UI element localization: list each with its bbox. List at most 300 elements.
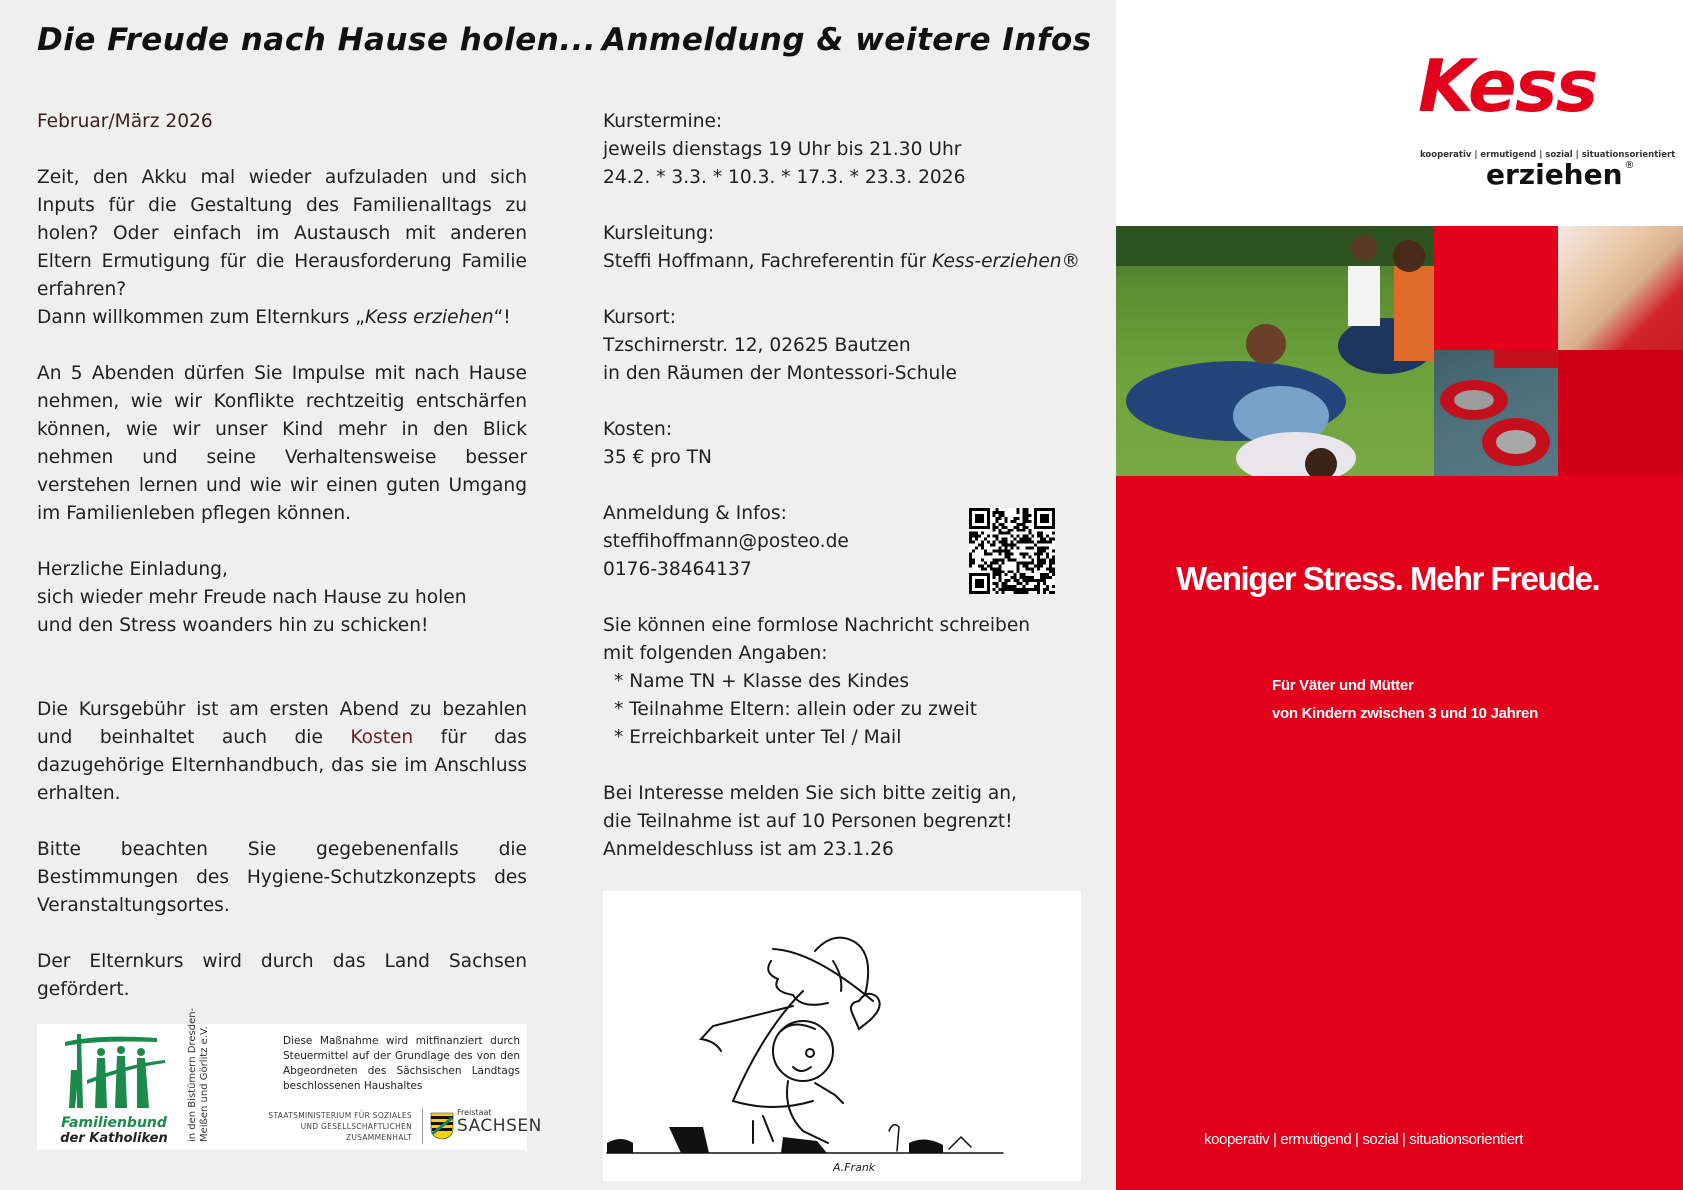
qr-module <box>972 535 975 538</box>
kess-logo <box>1116 0 1683 226</box>
org-region-line-2: Meißen und Görlitz e.V. <box>199 1026 210 1142</box>
qr-module <box>1002 582 1005 585</box>
funding-paragraph: Der Elternkurs wird durch das Land Sachsen gefördert. <box>37 951 527 1000</box>
qr-module <box>1025 591 1028 594</box>
qr-module <box>969 535 972 538</box>
dates-list: 24.2. * 3.3. * 10.3. * 17.3. * 23.3. 2026 <box>603 167 966 188</box>
qr-module <box>972 558 975 561</box>
qr-module <box>1008 555 1011 558</box>
qr-module <box>993 514 996 517</box>
qr-module <box>1052 570 1055 573</box>
qr-module <box>1028 538 1031 541</box>
qr-module <box>969 552 972 555</box>
funding-note: Diese Maßnahme wird mitfinanziert durch Steuermittel auf der Grundlage des von den Abgeordneten des Sächsischen Landtags beschlossenen Haushaltes <box>283 1035 520 1092</box>
qr-module <box>1031 535 1034 538</box>
qr-module <box>1022 573 1025 576</box>
qr-module <box>1016 523 1019 526</box>
child-photo <box>1558 226 1683 350</box>
qr-module <box>984 538 987 541</box>
qr-module <box>999 547 1002 550</box>
qr-module <box>1016 547 1019 550</box>
qr-module <box>987 552 990 555</box>
qr-module <box>1005 526 1008 529</box>
qr-module <box>993 558 996 561</box>
qr-module <box>999 567 1002 570</box>
lead-label: Kursleitung: <box>603 223 715 244</box>
qr-module <box>1046 555 1049 558</box>
right-panel <box>1116 0 1683 1190</box>
qr-module <box>1028 532 1031 535</box>
qr-module <box>1028 520 1031 523</box>
qr-module <box>1031 561 1034 564</box>
logo-sub <box>1486 158 1635 191</box>
ministry-line-3: ZUSAMMENHALT <box>345 1133 412 1142</box>
qr-module <box>1013 544 1016 547</box>
closing-line-1: Bei Interesse melden Sie sich bitte zeitig an, <box>603 783 1017 804</box>
qr-module <box>996 511 999 514</box>
qr-module <box>1040 541 1043 544</box>
qr-module <box>1013 573 1016 576</box>
qr-module <box>996 591 999 594</box>
qr-module <box>984 561 987 564</box>
illustration-signature: A.Frank <box>833 1161 876 1174</box>
qr-module <box>1049 538 1052 541</box>
qr-module <box>981 541 984 544</box>
qr-module <box>1049 591 1052 594</box>
qr-module <box>981 567 984 570</box>
qr-module <box>1046 547 1049 550</box>
qr-module <box>1025 526 1028 529</box>
qr-module <box>996 558 999 561</box>
qr-module <box>993 535 996 538</box>
qr-module <box>1040 579 1043 582</box>
qr-module <box>1025 564 1028 567</box>
qr-module <box>996 582 999 585</box>
qr-module <box>1016 529 1019 532</box>
qr-module <box>1019 561 1022 564</box>
qr-module <box>996 517 999 520</box>
middle-panel <box>565 0 1115 1190</box>
photo-collage <box>1116 226 1683 476</box>
qr-module <box>1011 529 1014 532</box>
message-intro-2: mit folgenden Angaben: <box>603 643 828 664</box>
qr-module <box>1013 576 1016 579</box>
qr-module <box>1037 558 1040 561</box>
qr-module <box>1025 552 1028 555</box>
qr-module <box>1037 535 1040 538</box>
contact-email[interactable]: steffihoffmann@posteo.de <box>603 531 849 552</box>
qr-module <box>1046 588 1049 591</box>
qr-module <box>1037 550 1040 553</box>
qr-module <box>1013 538 1016 541</box>
qr-module <box>1005 550 1008 553</box>
qr-module <box>1019 588 1022 591</box>
qr-module <box>1002 532 1005 535</box>
qr-module <box>993 541 996 544</box>
logo-sub-text: erziehen <box>1486 158 1623 191</box>
qr-module <box>1046 573 1049 576</box>
qr-module <box>1043 538 1046 541</box>
qr-module <box>969 564 972 567</box>
qr-module <box>1002 544 1005 547</box>
qr-module <box>1049 570 1052 573</box>
qr-module <box>984 567 987 570</box>
qr-module <box>990 561 993 564</box>
qr-module <box>972 561 975 564</box>
qr-module <box>1025 511 1028 514</box>
qr-module <box>996 535 999 538</box>
qr-module <box>993 576 996 579</box>
invite-suffix: “! <box>493 307 511 328</box>
qr-module <box>999 573 1002 576</box>
qr-module <box>1005 588 1008 591</box>
qr-module <box>1011 576 1014 579</box>
qr-module <box>1019 541 1022 544</box>
qr-module <box>984 552 987 555</box>
qr-module <box>1025 547 1028 550</box>
qr-module <box>1040 550 1043 553</box>
qr-module <box>1016 508 1019 511</box>
cost-label: Kosten: <box>603 419 673 440</box>
state-label-big: SACHSEN <box>457 1116 542 1136</box>
qr-module <box>999 514 1002 517</box>
qr-module <box>978 544 981 547</box>
qr-module <box>972 532 975 535</box>
qr-module <box>1037 552 1040 555</box>
qr-module <box>1052 555 1055 558</box>
qr-module <box>969 538 972 541</box>
qr-module <box>996 585 999 588</box>
qr-module <box>1002 511 1005 514</box>
qr-module <box>969 558 972 561</box>
qr-module <box>1025 582 1028 585</box>
audience <box>1272 672 1538 728</box>
qr-module <box>975 514 984 523</box>
invite-prefix: Dann willkommen zum Elternkurs „ <box>37 307 365 328</box>
qr-module <box>1031 579 1034 582</box>
qr-module <box>1022 508 1025 511</box>
qr-module <box>1022 585 1025 588</box>
lead-name <box>603 248 1103 276</box>
qr-module <box>1022 591 1025 594</box>
qr-module <box>1034 552 1037 555</box>
qr-module <box>1025 514 1028 517</box>
qr-module <box>1043 582 1046 585</box>
qr-module <box>1005 541 1008 544</box>
contact-phone[interactable]: 0176-38464137 <box>603 559 752 580</box>
invitation-line-2: sich wieder mehr Freude nach Hause zu holen <box>37 587 467 608</box>
qr-module <box>1022 541 1025 544</box>
org-region <box>187 1008 211 1142</box>
qr-module <box>1052 558 1055 561</box>
message-item: * Teilnahme Eltern: allein oder zu zweit <box>614 699 978 720</box>
qr-module <box>1025 517 1028 520</box>
qr-module <box>1002 538 1005 541</box>
qr-module <box>996 550 999 553</box>
course-period: Februar/März 2026 <box>37 111 213 132</box>
qr-module <box>969 541 972 544</box>
logo-word: Kess <box>1418 44 1597 128</box>
qr-module <box>1037 582 1040 585</box>
qr-module <box>1043 579 1046 582</box>
qr-module <box>1028 576 1031 579</box>
sponsor-box <box>37 1007 542 1150</box>
qr-module <box>1031 567 1034 570</box>
qr-module <box>1028 547 1031 550</box>
fee-paragraph <box>37 696 527 808</box>
place-detail: in den Räumen der Montessori-Schule <box>603 363 957 384</box>
qr-module <box>1028 555 1031 558</box>
qr-module <box>1022 561 1025 564</box>
qr-module <box>1019 538 1022 541</box>
qr-module <box>993 511 996 514</box>
middle-title: Anmeldung & weitere Infos <box>602 22 1092 58</box>
qr-module <box>1005 585 1008 588</box>
qr-module <box>1019 582 1022 585</box>
qr-module <box>999 529 1002 532</box>
qr-module <box>1008 558 1011 561</box>
qr-module <box>1040 547 1043 550</box>
qr-module <box>1037 591 1040 594</box>
qr-module <box>1011 547 1014 550</box>
qr-module <box>981 547 984 550</box>
qr-module <box>1028 588 1031 591</box>
dates-label: Kurstermine: <box>603 111 723 132</box>
qr-module <box>1005 538 1008 541</box>
left-title: Die Freude nach Hause holen... <box>37 22 597 58</box>
ministry-line-2: UND GESELLSCHAFTLICHEN <box>300 1122 412 1131</box>
qr-module <box>1046 552 1049 555</box>
qr-module <box>1034 564 1037 567</box>
qr-module <box>990 564 993 567</box>
qr-module <box>1008 585 1011 588</box>
qr-module <box>1043 550 1046 553</box>
intro-invite <box>37 304 527 332</box>
qr-module <box>1037 561 1040 564</box>
qr-module <box>1034 544 1037 547</box>
family-photo-image <box>1116 226 1434 476</box>
qr-module <box>1025 588 1028 591</box>
qr-module <box>1002 561 1005 564</box>
qr-module <box>1025 520 1028 523</box>
closing-line-3: Anmeldeschluss ist am 23.1.26 <box>603 839 894 860</box>
qr-module <box>1002 550 1005 553</box>
qr-module <box>1013 579 1016 582</box>
qr-module <box>1049 558 1052 561</box>
qr-module <box>1005 555 1008 558</box>
qr-module <box>1043 576 1046 579</box>
familienbund-logo-icon <box>57 1030 167 1110</box>
slogan: Weniger Stress. Mehr Freude. <box>1176 560 1600 597</box>
qr-module <box>999 576 1002 579</box>
qr-module <box>1022 555 1025 558</box>
qr-module <box>1034 579 1037 582</box>
qr-module <box>1002 588 1005 591</box>
invitation-line-1: Herzliche Einladung, <box>37 559 228 580</box>
qr-module <box>999 558 1002 561</box>
fee-suffix: für das dazugehörige Elternhandbuch, das sie im Anschluss erhalten. <box>37 727 527 804</box>
qr-module <box>1016 570 1019 573</box>
qr-module <box>1025 579 1028 582</box>
lead-brand: Kess-erziehen <box>932 251 1062 272</box>
qr-module <box>1022 579 1025 582</box>
qr-module <box>1043 561 1046 564</box>
qr-module <box>1008 552 1011 555</box>
qr-module <box>1046 576 1049 579</box>
left-panel <box>0 0 597 1190</box>
qr-module <box>1052 538 1055 541</box>
qr-module <box>1022 511 1025 514</box>
qr-module <box>1002 523 1005 526</box>
qr-module <box>1052 550 1055 553</box>
qr-module <box>999 517 1002 520</box>
qr-module <box>993 526 996 529</box>
intro-paragraph: Zeit, den Akku mal wieder aufzuladen und sich Inputs für die Gestaltung des Familienalltags zu holen? Oder einfach im Austausch mit anderen Eltern Ermutigung für die Herausforderung Familie erfahren? <box>37 167 527 300</box>
logo-tagline: kooperativ | ermutigend | sozial | situationsorientiert <box>1420 150 1676 160</box>
qr-module <box>996 573 999 576</box>
qr-module <box>978 535 981 538</box>
qr-module <box>975 579 984 588</box>
qr-module <box>969 555 972 558</box>
qr-module <box>1028 514 1031 517</box>
qr-module <box>996 508 999 511</box>
qr-module <box>993 573 996 576</box>
qr-module <box>1028 541 1031 544</box>
qr-module <box>1005 532 1008 535</box>
qr-module <box>1022 552 1025 555</box>
qr-module <box>990 567 993 570</box>
qr-module <box>1016 564 1019 567</box>
qr-module <box>1013 588 1016 591</box>
qr-module <box>1005 517 1008 520</box>
qr-module <box>1025 535 1028 538</box>
qr-module <box>1002 541 1005 544</box>
org-region-line-1: in den Bistümern Dresden- <box>187 1007 198 1142</box>
qr-module <box>987 564 990 567</box>
qr-module <box>999 532 1002 535</box>
red-block <box>1558 350 1683 476</box>
bottom-tagline: kooperativ | ermutigend | sozial | situationsorientiert <box>1204 1131 1524 1148</box>
qr-module <box>1049 561 1052 564</box>
invitation-line-3: und den Stress woanders hin zu schicken! <box>37 615 429 636</box>
qr-module <box>996 526 999 529</box>
qr-module <box>1043 547 1046 550</box>
fee-prefix: Die Kursgebühr ist am ersten Abend zu bezahlen und beinhaltet auch die <box>37 699 527 748</box>
qr-module <box>1022 535 1025 538</box>
qr-module <box>1002 558 1005 561</box>
shoes-photo-image <box>1434 350 1558 476</box>
qr-module <box>1040 576 1043 579</box>
qr-module <box>1005 547 1008 550</box>
qr-module <box>1019 523 1022 526</box>
contact-label: Anmeldung & Infos: <box>603 503 787 524</box>
qr-module <box>1005 520 1008 523</box>
qr-module <box>1011 570 1014 573</box>
qr-module <box>1011 558 1014 561</box>
qr-module <box>1002 526 1005 529</box>
qr-module <box>993 529 996 532</box>
qr-module <box>993 588 996 591</box>
red-block <box>1434 226 1558 350</box>
qr-module <box>990 544 993 547</box>
qr-code[interactable] <box>969 508 1055 594</box>
qr-module <box>972 541 975 544</box>
qr-module <box>1022 523 1025 526</box>
qr-module <box>1016 582 1019 585</box>
qr-module <box>1022 538 1025 541</box>
qr-module <box>1002 514 1005 517</box>
qr-module <box>972 550 975 553</box>
ministry-line-1: STAATSMINISTERIUM FÜR SOZIALES <box>268 1111 412 1120</box>
qr-module <box>1040 558 1043 561</box>
qr-module <box>975 538 978 541</box>
qr-module <box>1031 576 1034 579</box>
qr-module <box>1011 535 1014 538</box>
qr-module <box>1005 579 1008 582</box>
qr-module <box>1040 532 1043 535</box>
qr-module <box>1016 567 1019 570</box>
qr-module <box>1002 591 1005 594</box>
qr-module <box>1040 561 1043 564</box>
fee-highlight: Kosten <box>350 727 414 748</box>
qr-module <box>993 582 996 585</box>
qr-module <box>1052 532 1055 535</box>
state-label-small: Freistaat <box>457 1108 492 1117</box>
qr-module <box>984 550 987 553</box>
audience-line-2: von Kindern zwischen 3 und 10 Jahren <box>1272 705 1538 722</box>
qr-module <box>1002 570 1005 573</box>
ministry-divider <box>422 1108 423 1144</box>
qr-module <box>993 570 996 573</box>
qr-module <box>1037 588 1040 591</box>
qr-module <box>1002 585 1005 588</box>
qr-module <box>1043 591 1046 594</box>
qr-module <box>1005 552 1008 555</box>
ministry-name <box>262 1110 412 1143</box>
evenings-paragraph: An 5 Abenden dürfen Sie Impulse mit nach Hause nehmen, wie wir Konflikte rechtzeitig entschärfen können, wie wir unser Kind mehr in den Blick nehmen und seine Verhaltensweise besser verstehen lernen und wie wir einen guten Umgang im Familienleben pflegen können. <box>37 363 527 524</box>
qr-module <box>1040 538 1043 541</box>
qr-module <box>1022 576 1025 579</box>
qr-module <box>1005 573 1008 576</box>
family-photo <box>1116 226 1434 476</box>
qr-module <box>999 552 1002 555</box>
qr-module <box>1043 541 1046 544</box>
qr-module <box>1025 576 1028 579</box>
qr-module <box>993 550 996 553</box>
qr-module <box>1046 585 1049 588</box>
qr-module <box>981 544 984 547</box>
qr-module <box>1013 558 1016 561</box>
qr-module <box>987 535 990 538</box>
qr-module <box>1037 564 1040 567</box>
qr-module <box>999 523 1002 526</box>
qr-module <box>999 564 1002 567</box>
qr-module <box>1043 573 1046 576</box>
qr-module <box>1031 547 1034 550</box>
qr-module <box>1011 585 1014 588</box>
cost-value: 35 € pro TN <box>603 447 712 468</box>
qr-module <box>1008 532 1011 535</box>
qr-module <box>1040 573 1043 576</box>
qr-module <box>993 561 996 564</box>
qr-module <box>1013 526 1016 529</box>
message-intro-1: Sie können eine formlose Nachricht schreiben <box>603 615 1031 636</box>
qr-module <box>1022 588 1025 591</box>
qr-module <box>1005 544 1008 547</box>
org-sub: der Katholiken <box>60 1131 168 1146</box>
qr-module <box>1019 573 1022 576</box>
qr-module <box>1046 567 1049 570</box>
